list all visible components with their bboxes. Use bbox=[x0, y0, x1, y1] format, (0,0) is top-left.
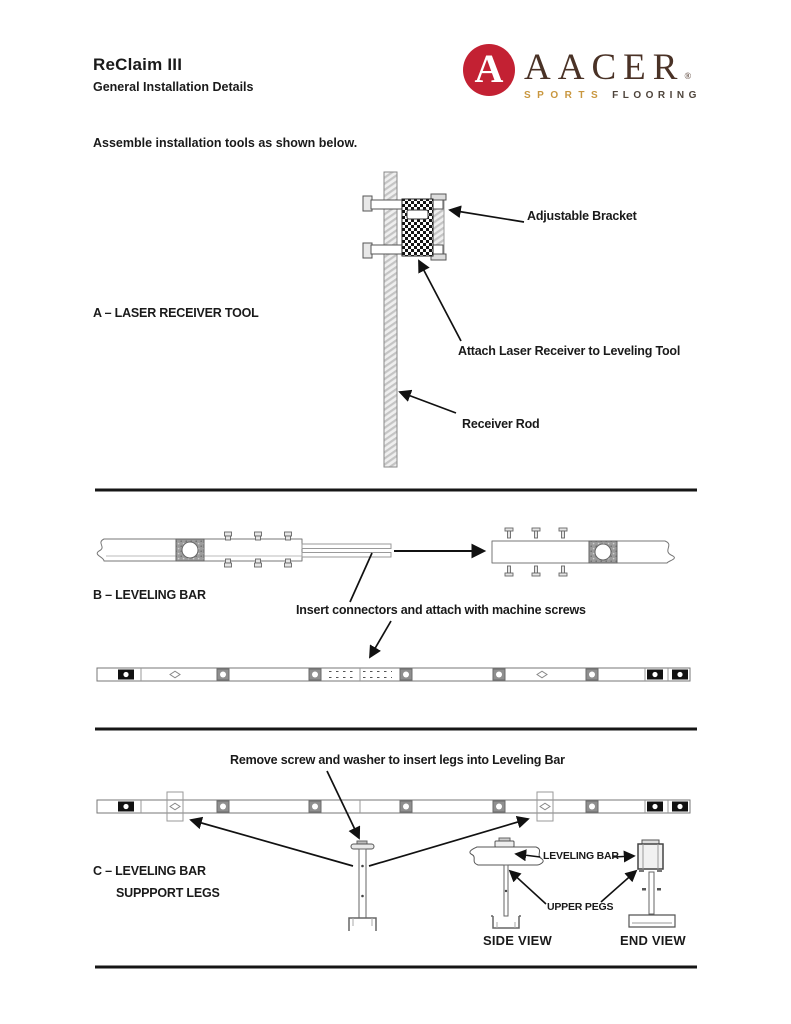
callout-upper-pegs: UPPER PEGS bbox=[547, 901, 614, 913]
callout-leveling-bar: LEVELING BAR bbox=[543, 850, 619, 862]
end-view-graphic bbox=[629, 840, 675, 927]
trademark-symbol: ® bbox=[684, 71, 692, 81]
callout-attach-receiver: Attach Laser Receiver to Leveling Tool bbox=[458, 344, 681, 358]
page-title: ReClaim III bbox=[93, 55, 183, 74]
callout-remove-screw: Remove screw and washer to insert legs into Leveling Bar bbox=[230, 753, 565, 767]
callout-insert-connectors: Insert connectors and attach with machine screws bbox=[296, 603, 586, 617]
end-view-caption: END VIEW bbox=[620, 933, 686, 948]
leveling-bar-with-legs bbox=[97, 792, 690, 821]
side-view-caption: SIDE VIEW bbox=[483, 933, 552, 948]
assembled-leveling-bar bbox=[97, 668, 690, 681]
section-c-label-line1: C – LEVELING BAR bbox=[93, 864, 206, 878]
page-subtitle: General Installation Details bbox=[93, 80, 254, 94]
support-leg-graphic bbox=[349, 841, 376, 931]
aacer-logo-tagline: SPORTS FLOORING bbox=[524, 90, 701, 101]
aacer-logo-name: AACER® bbox=[524, 47, 692, 88]
intro-text: Assemble installation tools as shown below. bbox=[93, 136, 358, 150]
adjustable-bracket-graphic bbox=[363, 194, 446, 260]
callout-receiver-rod: Receiver Rod bbox=[462, 417, 540, 431]
section-a-label: A – LASER RECEIVER TOOL bbox=[93, 306, 259, 320]
callout-adjustable-bracket: Adjustable Bracket bbox=[527, 209, 637, 223]
leveling-bar-left-piece bbox=[97, 532, 391, 567]
side-view-graphic bbox=[470, 838, 543, 928]
section-b-label: B – LEVELING BAR bbox=[93, 588, 206, 602]
receiver-rod-graphic bbox=[384, 172, 397, 467]
leveling-bar-right-piece bbox=[492, 528, 674, 576]
section-c-label-line2: SUPPPORT LEGS bbox=[116, 886, 220, 900]
aacer-monogram-icon: A bbox=[463, 44, 515, 96]
